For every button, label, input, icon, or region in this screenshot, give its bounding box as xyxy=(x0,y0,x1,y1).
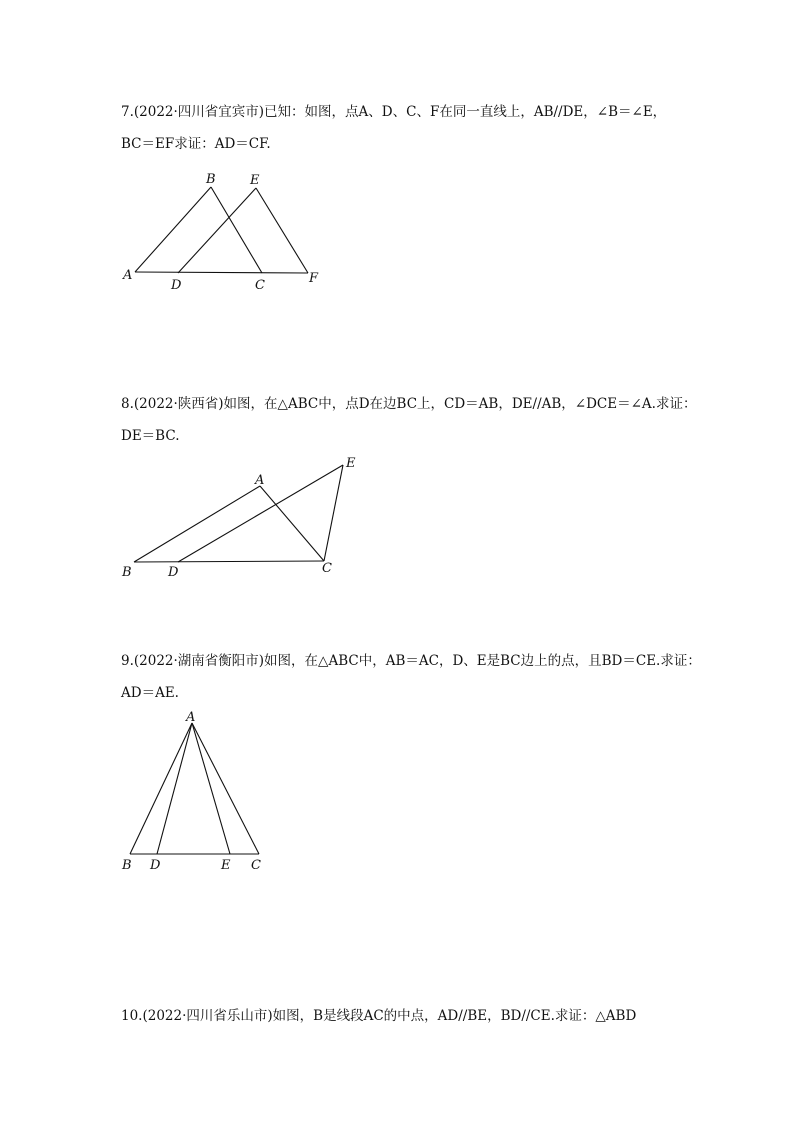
segment-BC xyxy=(134,561,324,562)
segment-AD xyxy=(157,723,192,854)
label-C: C xyxy=(251,858,261,873)
problem-7-line-1: 7.(2022·四川省宜宾市)已知：如图，点A、D、C、F在同一直线上，AB//DE，∠B＝∠E， xyxy=(121,104,667,120)
segment-AB xyxy=(135,187,211,272)
label-D: D xyxy=(168,565,179,580)
figure-9 xyxy=(110,705,280,875)
segment-AC xyxy=(260,486,324,561)
label-D: D xyxy=(150,858,161,873)
label-E: E xyxy=(250,173,260,188)
segment-AF xyxy=(135,272,308,273)
problem-10-line-1: 10.(2022·四川省乐山市)如图，B是线段AC的中点，AD//BE，BD//CE.求证：△ABD xyxy=(121,1008,637,1024)
problem-9-line-2: AD＝AE. xyxy=(121,685,179,701)
segment-DE xyxy=(178,188,256,273)
segment-AC xyxy=(192,723,259,854)
label-A: A xyxy=(255,473,265,488)
segment-AB xyxy=(130,723,192,854)
segment-EF xyxy=(256,188,308,273)
problem-7-line-2: BC＝EF求证：AD＝CF. xyxy=(121,136,271,152)
figure-7 xyxy=(110,165,340,295)
label-E: E xyxy=(346,456,356,471)
label-E: E xyxy=(221,858,231,873)
problem-8-line-2: DE＝BC. xyxy=(121,428,180,444)
label-D: D xyxy=(171,278,182,293)
segment-BC xyxy=(211,187,262,273)
segment-EC xyxy=(324,465,343,561)
label-B: B xyxy=(122,858,132,873)
label-C: C xyxy=(322,561,332,576)
label-A: A xyxy=(186,710,196,725)
label-F: F xyxy=(309,271,319,286)
figure-8 xyxy=(110,450,370,585)
segment-AE xyxy=(192,723,230,854)
label-B: B xyxy=(122,565,132,580)
problem-8-line-1: 8.(2022·陕西省)如图，在△ABC中，点D在边BC上，CD＝AB，DE//AB，∠DCE＝∠A.求证： xyxy=(121,396,697,412)
label-C: C xyxy=(255,278,265,293)
label-B: B xyxy=(206,172,216,187)
label-A: A xyxy=(123,268,133,283)
problem-9-line-1: 9.(2022·湖南省衡阳市)如图，在△ABC中，AB＝AC，D、E是BC边上的点，且BD＝CE.求证： xyxy=(121,653,701,669)
